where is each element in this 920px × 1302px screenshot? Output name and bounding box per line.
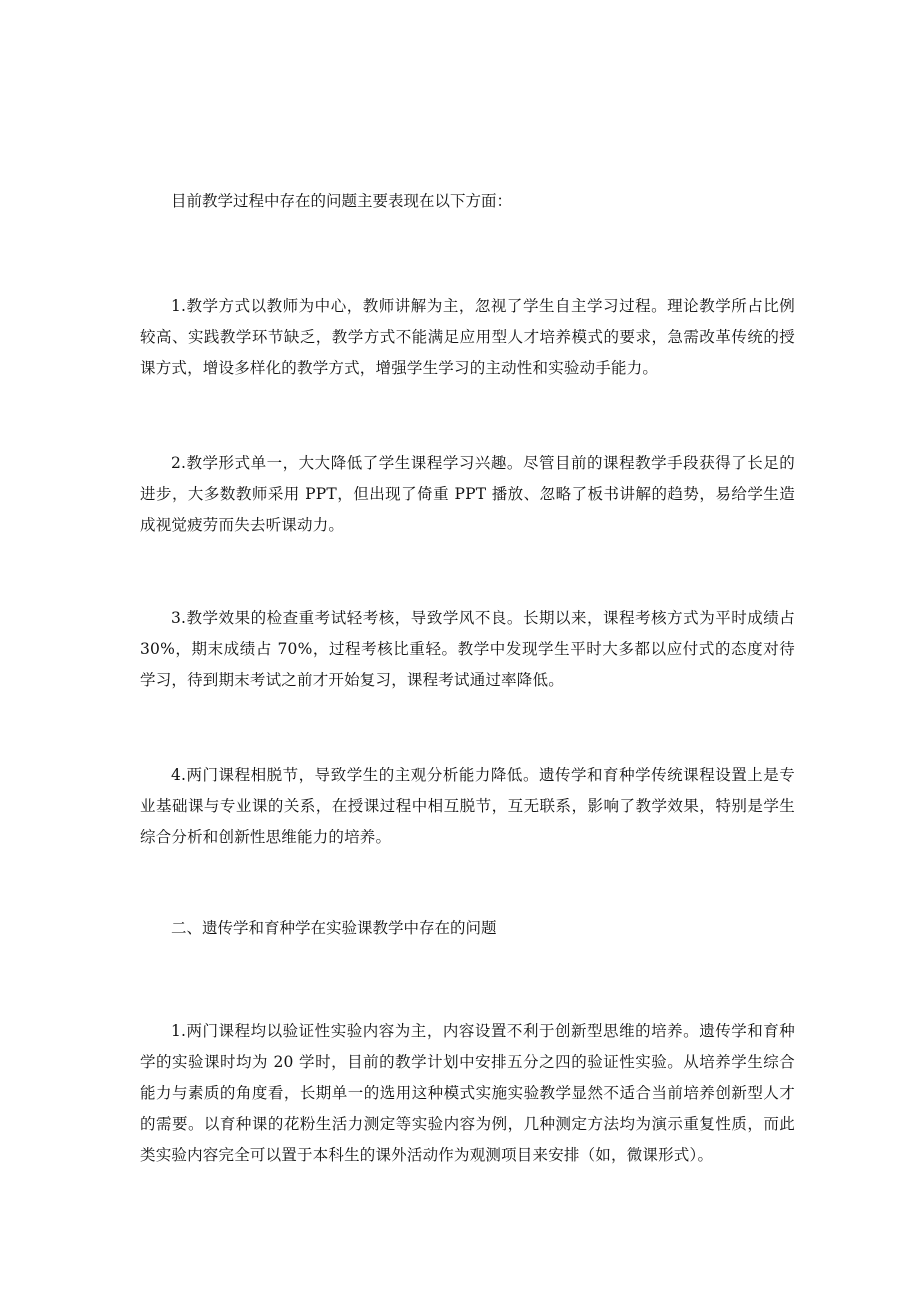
problem-paragraph-4: 4.两门课程相脱节，导致学生的主观分析能力降低。遗传学和育种学传统课程设置上是专业基础课与专业课的关系，在授课过程中相互脱节，互无联系，影响了教学效果，特别是学生综合分析和创新性思维能力的培养。: [140, 766, 795, 846]
section2-paragraph-1: 1.两门课程均以验证性实验内容为主，内容设置不利于创新型思维的培养。遗传学和育种学的实验课时均为 20 学时，目前的教学计划中安排五分之四的验证性实验。从培养学生综合能力与素质的角度看，长期单一的选用这种模式实施实验教学显然不适合当前培养创新型人才的需要。以育种课的花粉生活力测定等实验内容为例，几种测定方法均为演示重复性质，而此类实验内容完全可以置于本科生的课外活动作为观测项目来安排（如，微课形式）。: [140, 1022, 795, 1164]
problem-paragraph-3: 3.教学效果的检查重考试轻考核，导致学风不良。长期以来，课程考核方式为平时成绩占 30%，期末成绩占 70%，过程考核比重轻。教学中发现学生平时大多都以应付式的态度对待学习，待到期末考试之前才开始复习，课程考试通过率降低。: [140, 609, 795, 689]
problem-paragraph-1: 1.教学方式以教师为中心，教师讲解为主，忽视了学生自主学习过程。理论教学所占比例较高、实践教学环节缺乏，教学方式不能满足应用型人才培养模式的要求，急需改革传统的授课方式，增设多样化的教学方式，增强学生学习的主动性和实验动手能力。: [140, 297, 795, 377]
section-heading: 二、遗传学和育种学在实验课教学中存在的问题: [171, 919, 497, 937]
problem-paragraph-2: 2.教学形式单一，大大降低了学生课程学习兴趣。尽管目前的课程教学手段获得了长足的进步，大多数教师采用 PPT，但出现了倚重 PPT 播放、忽略了板书讲解的趋势，易给学生造成视觉疲劳而失去听课动力。: [140, 454, 795, 534]
intro-line: 目前教学过程中存在的问题主要表现在以下方面：: [171, 192, 513, 210]
